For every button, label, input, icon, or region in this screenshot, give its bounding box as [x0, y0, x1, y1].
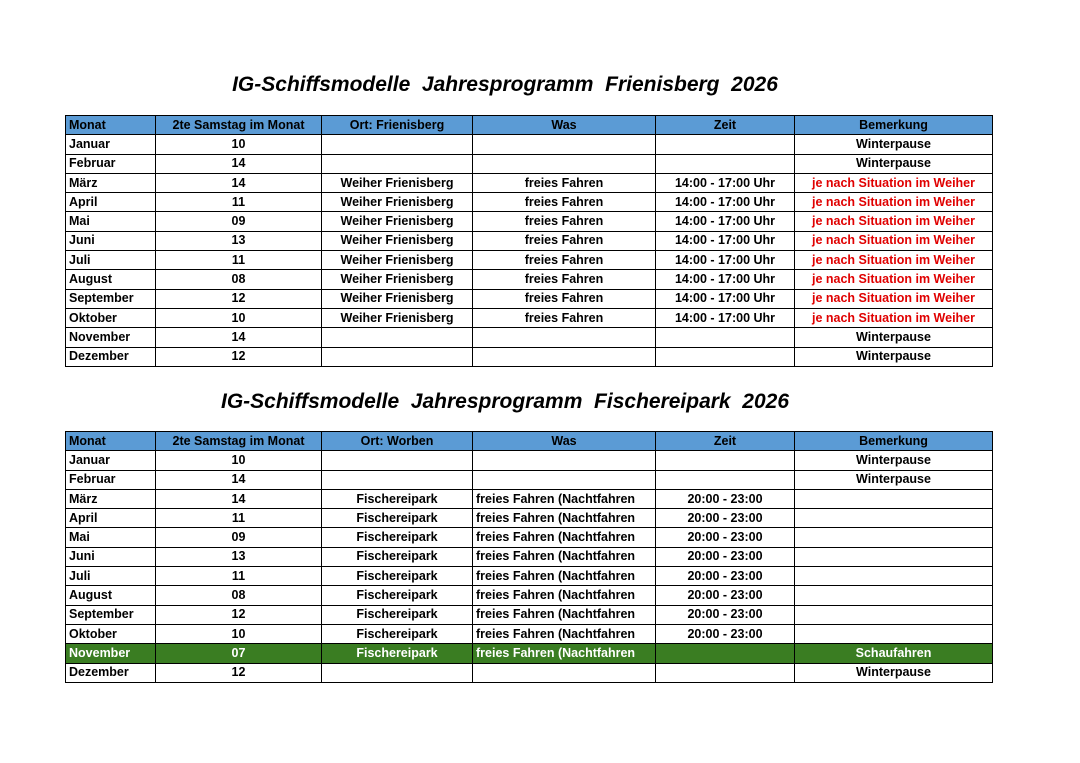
cell-monat: Dezember: [66, 347, 156, 366]
column-header-bemerkung: Bemerkung: [795, 116, 993, 135]
table-row: [66, 470, 993, 489]
cell-was: freies Fahren: [473, 231, 656, 250]
column-header-was: Was: [473, 116, 656, 135]
cell-samstag: 11: [156, 509, 322, 528]
cell-monat: Juni: [66, 547, 156, 566]
cell-zeit: 14:00 - 17:00 Uhr: [656, 193, 795, 212]
cell-zeit: 14:00 - 17:00 Uhr: [656, 289, 795, 308]
cell-monat: Januar: [66, 135, 156, 154]
cell-monat: September: [66, 289, 156, 308]
table-row: [66, 663, 993, 682]
cell-samstag: 14: [156, 328, 322, 347]
cell-bemerkung: Winterpause: [795, 135, 993, 154]
cell-samstag: 12: [156, 605, 322, 624]
cell-bemerkung: je nach Situation im Weiher: [795, 308, 993, 327]
cell-monat: Mai: [66, 212, 156, 231]
cell-ort: [322, 154, 473, 173]
table-row: [66, 251, 993, 270]
title-fischereipark: IG-Schiffsmodelle Jahresprogramm Fischereipark 2026: [220, 390, 789, 413]
cell-bemerkung: je nach Situation im Weiher: [795, 270, 993, 289]
cell-samstag: 13: [156, 231, 322, 250]
table-row: [66, 270, 993, 289]
cell-zeit: [656, 644, 795, 663]
cell-monat: April: [66, 509, 156, 528]
cell-ort: Weiher Frienisberg: [322, 212, 473, 231]
cell-samstag: 10: [156, 451, 322, 470]
cell-zeit: 14:00 - 17:00 Uhr: [656, 308, 795, 327]
cell-bemerkung: [795, 489, 993, 508]
cell-bemerkung: je nach Situation im Weiher: [795, 173, 993, 192]
cell-samstag: 14: [156, 173, 322, 192]
cell-bemerkung: Winterpause: [795, 451, 993, 470]
cell-was: [473, 347, 656, 366]
cell-bemerkung: Winterpause: [795, 328, 993, 347]
cell-ort: Fischereipark: [322, 489, 473, 508]
cell-zeit: [656, 663, 795, 682]
cell-monat: Oktober: [66, 308, 156, 327]
cell-ort: [322, 663, 473, 682]
cell-bemerkung: je nach Situation im Weiher: [795, 251, 993, 270]
cell-zeit: 20:00 - 23:00: [656, 567, 795, 586]
cell-monat: März: [66, 489, 156, 508]
cell-was: [473, 154, 656, 173]
column-header-monat: Monat: [66, 432, 156, 451]
cell-bemerkung: Schaufahren: [795, 644, 993, 663]
cell-ort: Fischereipark: [322, 624, 473, 643]
table-row: [66, 212, 993, 231]
cell-zeit: [656, 135, 795, 154]
cell-monat: März: [66, 173, 156, 192]
title-frienisberg: IG-Schiffsmodelle Jahresprogramm Frienisberg 2026: [232, 73, 778, 96]
table-row: [66, 644, 993, 663]
cell-ort: Weiher Frienisberg: [322, 270, 473, 289]
cell-ort: Fischereipark: [322, 509, 473, 528]
cell-was: freies Fahren (Nachtfahren: [473, 644, 656, 663]
cell-bemerkung: Winterpause: [795, 470, 993, 489]
cell-samstag: 11: [156, 567, 322, 586]
cell-ort: Weiher Frienisberg: [322, 289, 473, 308]
cell-was: [473, 135, 656, 154]
cell-ort: [322, 347, 473, 366]
table-row: [66, 489, 993, 508]
cell-ort: Fischereipark: [322, 605, 473, 624]
table-row: [66, 586, 993, 605]
cell-zeit: 20:00 - 23:00: [656, 624, 795, 643]
cell-ort: Weiher Frienisberg: [322, 308, 473, 327]
cell-bemerkung: [795, 528, 993, 547]
cell-monat: Dezember: [66, 663, 156, 682]
cell-zeit: 14:00 - 17:00 Uhr: [656, 212, 795, 231]
cell-samstag: 10: [156, 624, 322, 643]
cell-bemerkung: je nach Situation im Weiher: [795, 231, 993, 250]
cell-bemerkung: [795, 586, 993, 605]
cell-ort: Fischereipark: [322, 644, 473, 663]
column-header-zeit: Zeit: [656, 432, 795, 451]
table-header-row: [66, 116, 993, 135]
cell-samstag: 11: [156, 251, 322, 270]
column-header-ort: Ort: Worben: [322, 432, 473, 451]
cell-ort: [322, 328, 473, 347]
cell-zeit: 14:00 - 17:00 Uhr: [656, 231, 795, 250]
cell-was: freies Fahren: [473, 212, 656, 231]
cell-samstag: 11: [156, 193, 322, 212]
cell-monat: Juli: [66, 251, 156, 270]
cell-zeit: [656, 328, 795, 347]
cell-samstag: 09: [156, 528, 322, 547]
cell-bemerkung: je nach Situation im Weiher: [795, 212, 993, 231]
table-row: [66, 509, 993, 528]
cell-ort: [322, 470, 473, 489]
cell-zeit: 20:00 - 23:00: [656, 528, 795, 547]
schedule-table-frienisberg: [65, 115, 993, 367]
cell-zeit: [656, 451, 795, 470]
table-row: [66, 135, 993, 154]
cell-zeit: 20:00 - 23:00: [656, 605, 795, 624]
table-row: [66, 154, 993, 173]
cell-monat: August: [66, 270, 156, 289]
cell-zeit: [656, 347, 795, 366]
table-row: [66, 347, 993, 366]
cell-monat: Mai: [66, 528, 156, 547]
cell-bemerkung: [795, 547, 993, 566]
table-header-row: [66, 432, 993, 451]
cell-samstag: 09: [156, 212, 322, 231]
cell-ort: Fischereipark: [322, 547, 473, 566]
cell-ort: Fischereipark: [322, 586, 473, 605]
cell-ort: Weiher Frienisberg: [322, 251, 473, 270]
cell-was: freies Fahren (Nachtfahren: [473, 547, 656, 566]
cell-was: freies Fahren (Nachtfahren: [473, 605, 656, 624]
table-row: [66, 547, 993, 566]
cell-ort: Weiher Frienisberg: [322, 231, 473, 250]
cell-monat: November: [66, 328, 156, 347]
cell-was: [473, 470, 656, 489]
column-header-bemerkung: Bemerkung: [795, 432, 993, 451]
cell-was: [473, 663, 656, 682]
table-row: [66, 528, 993, 547]
cell-bemerkung: [795, 605, 993, 624]
cell-samstag: 10: [156, 308, 322, 327]
table-row: [66, 567, 993, 586]
cell-monat: November: [66, 644, 156, 663]
cell-ort: Weiher Frienisberg: [322, 173, 473, 192]
cell-monat: September: [66, 605, 156, 624]
table-row: [66, 605, 993, 624]
cell-samstag: 14: [156, 489, 322, 508]
cell-zeit: 14:00 - 17:00 Uhr: [656, 251, 795, 270]
cell-bemerkung: [795, 509, 993, 528]
cell-ort: [322, 451, 473, 470]
table-row: [66, 193, 993, 212]
cell-ort: Fischereipark: [322, 528, 473, 547]
cell-samstag: 12: [156, 663, 322, 682]
cell-samstag: 13: [156, 547, 322, 566]
cell-was: freies Fahren: [473, 289, 656, 308]
cell-zeit: [656, 470, 795, 489]
cell-was: [473, 328, 656, 347]
cell-bemerkung: Winterpause: [795, 347, 993, 366]
cell-ort: Weiher Frienisberg: [322, 193, 473, 212]
table-row: [66, 173, 993, 192]
cell-was: freies Fahren (Nachtfahren: [473, 624, 656, 643]
table-row: [66, 624, 993, 643]
cell-monat: Juli: [66, 567, 156, 586]
cell-monat: August: [66, 586, 156, 605]
table-row: [66, 308, 993, 327]
table-row: [66, 328, 993, 347]
cell-monat: Februar: [66, 470, 156, 489]
cell-was: freies Fahren: [473, 308, 656, 327]
cell-samstag: 07: [156, 644, 322, 663]
cell-was: [473, 451, 656, 470]
schedule-table-fischereipark: [65, 431, 993, 683]
cell-monat: April: [66, 193, 156, 212]
column-header-samstag: 2te Samstag im Monat: [156, 432, 322, 451]
cell-ort: Fischereipark: [322, 567, 473, 586]
cell-was: freies Fahren (Nachtfahren: [473, 567, 656, 586]
table-row: [66, 231, 993, 250]
cell-bemerkung: [795, 567, 993, 586]
cell-samstag: 08: [156, 270, 322, 289]
cell-monat: Oktober: [66, 624, 156, 643]
cell-was: freies Fahren (Nachtfahren: [473, 528, 656, 547]
cell-zeit: 20:00 - 23:00: [656, 489, 795, 508]
cell-ort: [322, 135, 473, 154]
cell-bemerkung: je nach Situation im Weiher: [795, 193, 993, 212]
cell-monat: Januar: [66, 451, 156, 470]
cell-zeit: 20:00 - 23:00: [656, 509, 795, 528]
table-row: [66, 451, 993, 470]
cell-samstag: 10: [156, 135, 322, 154]
cell-bemerkung: Winterpause: [795, 663, 993, 682]
cell-monat: Februar: [66, 154, 156, 173]
cell-bemerkung: [795, 624, 993, 643]
cell-zeit: 14:00 - 17:00 Uhr: [656, 173, 795, 192]
cell-was: freies Fahren: [473, 270, 656, 289]
cell-was: freies Fahren: [473, 251, 656, 270]
column-header-zeit: Zeit: [656, 116, 795, 135]
cell-bemerkung: je nach Situation im Weiher: [795, 289, 993, 308]
cell-zeit: [656, 154, 795, 173]
cell-samstag: 12: [156, 347, 322, 366]
cell-zeit: 20:00 - 23:00: [656, 586, 795, 605]
column-header-ort: Ort: Frienisberg: [322, 116, 473, 135]
cell-was: freies Fahren (Nachtfahren: [473, 586, 656, 605]
cell-was: freies Fahren: [473, 193, 656, 212]
table-row: [66, 289, 993, 308]
cell-was: freies Fahren: [473, 173, 656, 192]
cell-zeit: 20:00 - 23:00: [656, 547, 795, 566]
cell-monat: Juni: [66, 231, 156, 250]
cell-samstag: 12: [156, 289, 322, 308]
cell-was: freies Fahren (Nachtfahren: [473, 509, 656, 528]
cell-was: freies Fahren (Nachtfahren: [473, 489, 656, 508]
cell-samstag: 14: [156, 470, 322, 489]
cell-samstag: 14: [156, 154, 322, 173]
cell-samstag: 08: [156, 586, 322, 605]
cell-bemerkung: Winterpause: [795, 154, 993, 173]
column-header-samstag: 2te Samstag im Monat: [156, 116, 322, 135]
column-header-was: Was: [473, 432, 656, 451]
column-header-monat: Monat: [66, 116, 156, 135]
cell-zeit: 14:00 - 17:00 Uhr: [656, 270, 795, 289]
